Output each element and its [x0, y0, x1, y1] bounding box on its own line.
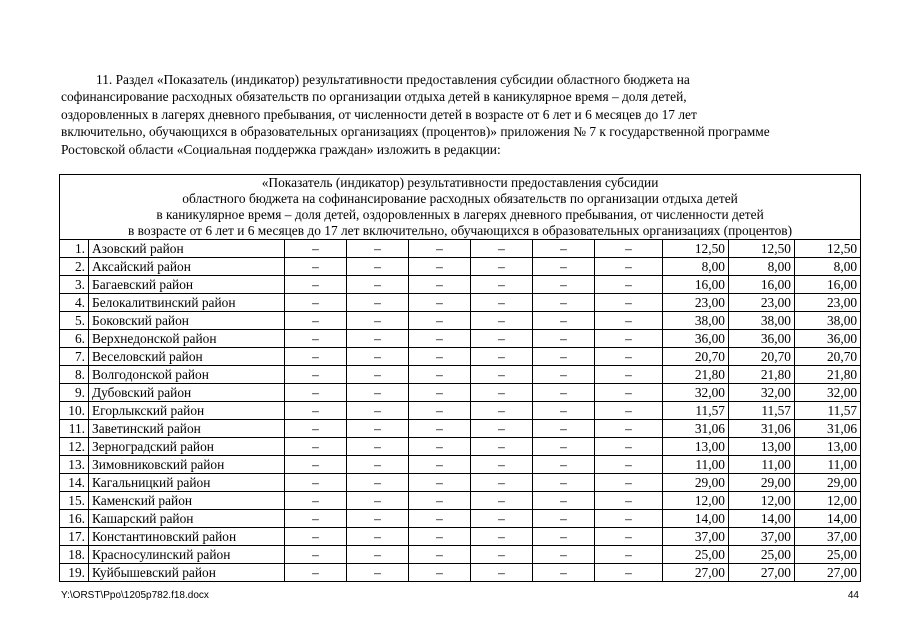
indicator-value: 23,00	[663, 294, 729, 312]
empty-year-cell: –	[409, 294, 471, 312]
table-row	[60, 492, 861, 510]
empty-year-cell: –	[409, 402, 471, 420]
indicator-value: 27,00	[729, 564, 795, 582]
indicator-value: 32,00	[795, 384, 861, 402]
district-name: Зерноградский район	[89, 438, 285, 456]
empty-year-cell: –	[471, 312, 533, 330]
indicator-value: 21,80	[729, 366, 795, 384]
empty-year-cell: –	[347, 294, 409, 312]
district-name: Кагальницкий район	[89, 474, 285, 492]
empty-year-cell: –	[347, 258, 409, 276]
row-number: 12.	[60, 438, 89, 456]
district-name: Кашарский район	[89, 510, 285, 528]
intro-line: Ростовской области «Социальная поддержка граждан» изложить в редакции:	[61, 141, 501, 157]
empty-year-cell: –	[347, 312, 409, 330]
empty-year-cell: –	[285, 474, 347, 492]
indicator-value: 20,70	[663, 348, 729, 366]
indicator-value: 37,00	[795, 528, 861, 546]
row-number: 19.	[60, 564, 89, 582]
empty-year-cell: –	[409, 456, 471, 474]
empty-year-cell: –	[285, 438, 347, 456]
indicator-value: 29,00	[795, 474, 861, 492]
empty-year-cell: –	[347, 402, 409, 420]
empty-year-cell: –	[471, 348, 533, 366]
empty-year-cell: –	[471, 366, 533, 384]
empty-year-cell: –	[533, 528, 595, 546]
empty-year-cell: –	[595, 240, 663, 258]
empty-year-cell: –	[471, 330, 533, 348]
caption-line: в каникулярное время – доля детей, оздоровленных в лагерях дневного пребывания, от численности детей	[156, 207, 764, 222]
indicator-value: 27,00	[795, 564, 861, 582]
table-row	[60, 438, 861, 456]
empty-year-cell: –	[595, 384, 663, 402]
indicator-value: 32,00	[729, 384, 795, 402]
indicator-value: 20,70	[729, 348, 795, 366]
row-number: 8.	[60, 366, 89, 384]
empty-year-cell: –	[347, 240, 409, 258]
empty-year-cell: –	[595, 474, 663, 492]
district-name: Куйбышевский район	[89, 564, 285, 582]
empty-year-cell: –	[409, 330, 471, 348]
row-number: 3.	[60, 276, 89, 294]
district-name: Волгодонской район	[89, 366, 285, 384]
table-row	[60, 348, 861, 366]
empty-year-cell: –	[471, 402, 533, 420]
indicator-value: 29,00	[663, 474, 729, 492]
empty-year-cell: –	[471, 510, 533, 528]
row-number: 1.	[60, 240, 89, 258]
footer-file-path: Y:\ORST\Ppo\1205p782.f18.docx	[61, 590, 209, 601]
indicator-value: 27,00	[663, 564, 729, 582]
indicator-value: 11,00	[663, 456, 729, 474]
empty-year-cell: –	[595, 510, 663, 528]
empty-year-cell: –	[285, 510, 347, 528]
indicator-value: 12,00	[663, 492, 729, 510]
indicator-value: 38,00	[663, 312, 729, 330]
empty-year-cell: –	[347, 492, 409, 510]
empty-year-cell: –	[471, 420, 533, 438]
empty-year-cell: –	[533, 474, 595, 492]
empty-year-cell: –	[595, 492, 663, 510]
empty-year-cell: –	[409, 474, 471, 492]
district-name: Дубовский район	[89, 384, 285, 402]
indicator-table	[59, 174, 861, 582]
empty-year-cell: –	[595, 528, 663, 546]
caption-line: областного бюджета на софинансирование расходных обязательств по организации отдыха детей	[182, 191, 738, 206]
indicator-value: 25,00	[795, 546, 861, 564]
empty-year-cell: –	[409, 384, 471, 402]
empty-year-cell: –	[347, 366, 409, 384]
empty-year-cell: –	[595, 564, 663, 582]
empty-year-cell: –	[533, 276, 595, 294]
indicator-value: 32,00	[663, 384, 729, 402]
empty-year-cell: –	[471, 276, 533, 294]
intro-paragraph	[61, 71, 858, 158]
empty-year-cell: –	[471, 528, 533, 546]
empty-year-cell: –	[285, 492, 347, 510]
district-name: Каменский район	[89, 492, 285, 510]
row-number: 6.	[60, 330, 89, 348]
indicator-value: 21,80	[663, 366, 729, 384]
empty-year-cell: –	[471, 564, 533, 582]
empty-year-cell: –	[533, 510, 595, 528]
indicator-value: 11,57	[729, 402, 795, 420]
district-name: Азовский район	[89, 240, 285, 258]
empty-year-cell: –	[595, 366, 663, 384]
empty-year-cell: –	[347, 348, 409, 366]
indicator-value: 23,00	[729, 294, 795, 312]
indicator-value: 36,00	[663, 330, 729, 348]
intro-line: софинансирование расходных обязательств по организации отдыха детей в каникулярное время – доля детей,	[61, 89, 687, 105]
indicator-value: 38,00	[729, 312, 795, 330]
indicator-value: 20,70	[795, 348, 861, 366]
indicator-value: 14,00	[795, 510, 861, 528]
intro-line: 11. Раздел «Показатель (индикатор) результативности предоставления субсидии областного бюджета на	[96, 72, 690, 87]
empty-year-cell: –	[285, 258, 347, 276]
table-row	[60, 546, 861, 564]
district-name: Багаевский район	[89, 276, 285, 294]
empty-year-cell: –	[595, 276, 663, 294]
empty-year-cell: –	[533, 312, 595, 330]
indicator-value: 8,00	[663, 258, 729, 276]
indicator-value: 31,06	[795, 420, 861, 438]
indicator-value: 12,50	[729, 240, 795, 258]
indicator-value: 23,00	[795, 294, 861, 312]
empty-year-cell: –	[533, 456, 595, 474]
empty-year-cell: –	[347, 546, 409, 564]
empty-year-cell: –	[595, 312, 663, 330]
table-caption-row	[60, 175, 861, 240]
district-name: Белокалитвинский район	[89, 294, 285, 312]
empty-year-cell: –	[595, 420, 663, 438]
empty-year-cell: –	[409, 492, 471, 510]
empty-year-cell: –	[471, 456, 533, 474]
empty-year-cell: –	[595, 546, 663, 564]
empty-year-cell: –	[285, 366, 347, 384]
row-number: 16.	[60, 510, 89, 528]
empty-year-cell: –	[409, 546, 471, 564]
empty-year-cell: –	[285, 456, 347, 474]
indicator-value: 11,57	[663, 402, 729, 420]
empty-year-cell: –	[347, 420, 409, 438]
empty-year-cell: –	[409, 258, 471, 276]
empty-year-cell: –	[285, 402, 347, 420]
row-number: 14.	[60, 474, 89, 492]
row-number: 9.	[60, 384, 89, 402]
district-name: Верхнедонской район	[89, 330, 285, 348]
indicator-value: 31,06	[663, 420, 729, 438]
table-row	[60, 384, 861, 402]
empty-year-cell: –	[347, 474, 409, 492]
empty-year-cell: –	[533, 420, 595, 438]
empty-year-cell: –	[533, 564, 595, 582]
indicator-value: 16,00	[729, 276, 795, 294]
indicator-value: 13,00	[795, 438, 861, 456]
district-name: Константиновский район	[89, 528, 285, 546]
empty-year-cell: –	[285, 384, 347, 402]
district-name: Аксайский район	[89, 258, 285, 276]
indicator-value: 14,00	[663, 510, 729, 528]
indicator-value: 36,00	[795, 330, 861, 348]
row-number: 13.	[60, 456, 89, 474]
empty-year-cell: –	[285, 546, 347, 564]
empty-year-cell: –	[285, 294, 347, 312]
district-name: Зимовниковский район	[89, 456, 285, 474]
empty-year-cell: –	[595, 294, 663, 312]
district-name: Заветинский район	[89, 420, 285, 438]
indicator-value: 11,00	[729, 456, 795, 474]
empty-year-cell: –	[285, 348, 347, 366]
empty-year-cell: –	[471, 240, 533, 258]
indicator-value: 11,00	[795, 456, 861, 474]
empty-year-cell: –	[533, 402, 595, 420]
indicator-value: 21,80	[795, 366, 861, 384]
empty-year-cell: –	[409, 420, 471, 438]
indicator-value: 25,00	[663, 546, 729, 564]
empty-year-cell: –	[347, 528, 409, 546]
table-row	[60, 456, 861, 474]
indicator-value: 14,00	[729, 510, 795, 528]
empty-year-cell: –	[347, 276, 409, 294]
indicator-value: 38,00	[795, 312, 861, 330]
table-row	[60, 420, 861, 438]
district-name: Боковский район	[89, 312, 285, 330]
table-row	[60, 564, 861, 582]
district-name: Егорлыкский район	[89, 402, 285, 420]
empty-year-cell: –	[471, 546, 533, 564]
footer-page-number: 44	[847, 590, 859, 601]
empty-year-cell: –	[471, 258, 533, 276]
table-row	[60, 474, 861, 492]
indicator-value: 16,00	[663, 276, 729, 294]
empty-year-cell: –	[409, 348, 471, 366]
row-number: 18.	[60, 546, 89, 564]
empty-year-cell: –	[533, 348, 595, 366]
table-caption	[60, 175, 861, 240]
empty-year-cell: –	[595, 438, 663, 456]
indicator-value: 12,00	[729, 492, 795, 510]
empty-year-cell: –	[347, 330, 409, 348]
empty-year-cell: –	[533, 366, 595, 384]
indicator-value: 12,00	[795, 492, 861, 510]
empty-year-cell: –	[595, 330, 663, 348]
indicator-value: 36,00	[729, 330, 795, 348]
indicator-value: 8,00	[729, 258, 795, 276]
empty-year-cell: –	[285, 276, 347, 294]
table-row	[60, 276, 861, 294]
empty-year-cell: –	[409, 510, 471, 528]
empty-year-cell: –	[533, 492, 595, 510]
district-name: Красносулинский район	[89, 546, 285, 564]
empty-year-cell: –	[595, 402, 663, 420]
indicator-value: 37,00	[729, 528, 795, 546]
row-number: 5.	[60, 312, 89, 330]
empty-year-cell: –	[533, 330, 595, 348]
intro-line: оздоровленных в лагерях дневного пребывания, от численности детей в возрасте от 6 лет и 6 месяцев до 17 лет	[61, 106, 697, 122]
empty-year-cell: –	[285, 240, 347, 258]
table-row	[60, 528, 861, 546]
empty-year-cell: –	[347, 384, 409, 402]
empty-year-cell: –	[533, 240, 595, 258]
indicator-value: 25,00	[729, 546, 795, 564]
empty-year-cell: –	[471, 384, 533, 402]
table-row	[60, 312, 861, 330]
table-row	[60, 366, 861, 384]
empty-year-cell: –	[533, 438, 595, 456]
empty-year-cell: –	[471, 438, 533, 456]
empty-year-cell: –	[347, 564, 409, 582]
indicator-value: 37,00	[663, 528, 729, 546]
row-number: 7.	[60, 348, 89, 366]
row-number: 15.	[60, 492, 89, 510]
empty-year-cell: –	[409, 312, 471, 330]
empty-year-cell: –	[595, 348, 663, 366]
indicator-value: 8,00	[795, 258, 861, 276]
table-row	[60, 330, 861, 348]
table-row	[60, 510, 861, 528]
empty-year-cell: –	[533, 294, 595, 312]
indicator-value: 12,50	[795, 240, 861, 258]
table-row	[60, 402, 861, 420]
indicator-value: 12,50	[663, 240, 729, 258]
empty-year-cell: –	[595, 258, 663, 276]
indicator-value: 29,00	[729, 474, 795, 492]
empty-year-cell: –	[409, 438, 471, 456]
empty-year-cell: –	[347, 456, 409, 474]
empty-year-cell: –	[471, 294, 533, 312]
empty-year-cell: –	[409, 240, 471, 258]
table-row	[60, 294, 861, 312]
table-row	[60, 258, 861, 276]
empty-year-cell: –	[533, 258, 595, 276]
empty-year-cell: –	[409, 564, 471, 582]
empty-year-cell: –	[409, 366, 471, 384]
caption-line: в возрасте от 6 лет и 6 месяцев до 17 лет включительно, обучающихся в образовательных организациях (процентов)	[128, 223, 793, 238]
row-number: 10.	[60, 402, 89, 420]
district-name: Веселовский район	[89, 348, 285, 366]
row-number: 17.	[60, 528, 89, 546]
caption-line: «Показатель (индикатор) результативности предоставления субсидии	[261, 175, 659, 190]
empty-year-cell: –	[533, 384, 595, 402]
empty-year-cell: –	[409, 528, 471, 546]
row-number: 11.	[60, 420, 89, 438]
empty-year-cell: –	[409, 276, 471, 294]
intro-line: включительно, обучающихся в образовательных организациях (процентов)» приложения № 7 к государственной программе	[61, 124, 770, 140]
empty-year-cell: –	[285, 330, 347, 348]
table-row	[60, 240, 861, 258]
empty-year-cell: –	[595, 456, 663, 474]
indicator-value: 13,00	[729, 438, 795, 456]
empty-year-cell: –	[347, 510, 409, 528]
empty-year-cell: –	[347, 438, 409, 456]
empty-year-cell: –	[471, 474, 533, 492]
empty-year-cell: –	[285, 420, 347, 438]
empty-year-cell: –	[285, 312, 347, 330]
empty-year-cell: –	[285, 528, 347, 546]
indicator-value: 16,00	[795, 276, 861, 294]
row-number: 4.	[60, 294, 89, 312]
indicator-value: 11,57	[795, 402, 861, 420]
indicator-value: 31,06	[729, 420, 795, 438]
indicator-value: 13,00	[663, 438, 729, 456]
row-number: 2.	[60, 258, 89, 276]
empty-year-cell: –	[533, 546, 595, 564]
empty-year-cell: –	[471, 492, 533, 510]
empty-year-cell: –	[285, 564, 347, 582]
